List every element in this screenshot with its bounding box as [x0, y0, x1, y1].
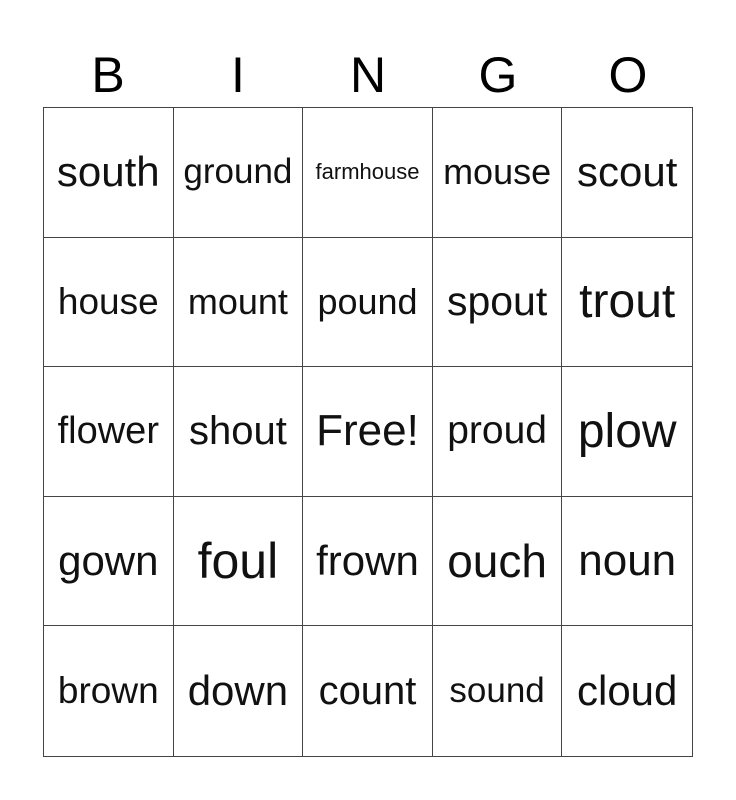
bingo-cell[interactable]: trout	[562, 238, 692, 368]
bingo-cell[interactable]: frown	[303, 497, 433, 627]
free-space[interactable]: Free!	[303, 367, 433, 497]
bingo-cell[interactable]: gown	[44, 497, 174, 627]
bingo-cell[interactable]: flower	[44, 367, 174, 497]
bingo-cell[interactable]: shout	[174, 367, 304, 497]
bingo-cell[interactable]: mount	[174, 238, 304, 368]
bingo-cell[interactable]: proud	[433, 367, 563, 497]
bingo-cell[interactable]: down	[174, 626, 304, 756]
header-letter-g: G	[478, 47, 518, 103]
bingo-cell[interactable]: sound	[433, 626, 563, 756]
bingo-cell[interactable]: farmhouse	[303, 108, 433, 238]
header-letter-i: I	[231, 47, 245, 103]
bingo-board	[43, 107, 693, 757]
bingo-cell[interactable]: mouse	[433, 108, 563, 238]
header-letter-n: N	[349, 47, 387, 103]
bingo-cell[interactable]: ouch	[433, 497, 563, 627]
header-letter-b: B	[91, 47, 125, 103]
bingo-cell[interactable]: ground	[174, 108, 304, 238]
bingo-cell[interactable]: noun	[562, 497, 692, 627]
header-letter-o: O	[608, 47, 648, 103]
bingo-cell[interactable]: brown	[44, 626, 174, 756]
bingo-cell[interactable]: scout	[562, 108, 692, 238]
bingo-cell[interactable]: plow	[562, 367, 692, 497]
bingo-cell[interactable]: south	[44, 108, 174, 238]
bingo-cell[interactable]: count	[303, 626, 433, 756]
bingo-cell[interactable]: house	[44, 238, 174, 368]
bingo-cell[interactable]: cloud	[576, 667, 678, 715]
bingo-cell[interactable]: spout	[433, 238, 563, 368]
bingo-header	[43, 44, 693, 106]
bingo-cell[interactable]: foul	[174, 497, 304, 627]
bingo-cell[interactable]: pound	[303, 238, 433, 368]
